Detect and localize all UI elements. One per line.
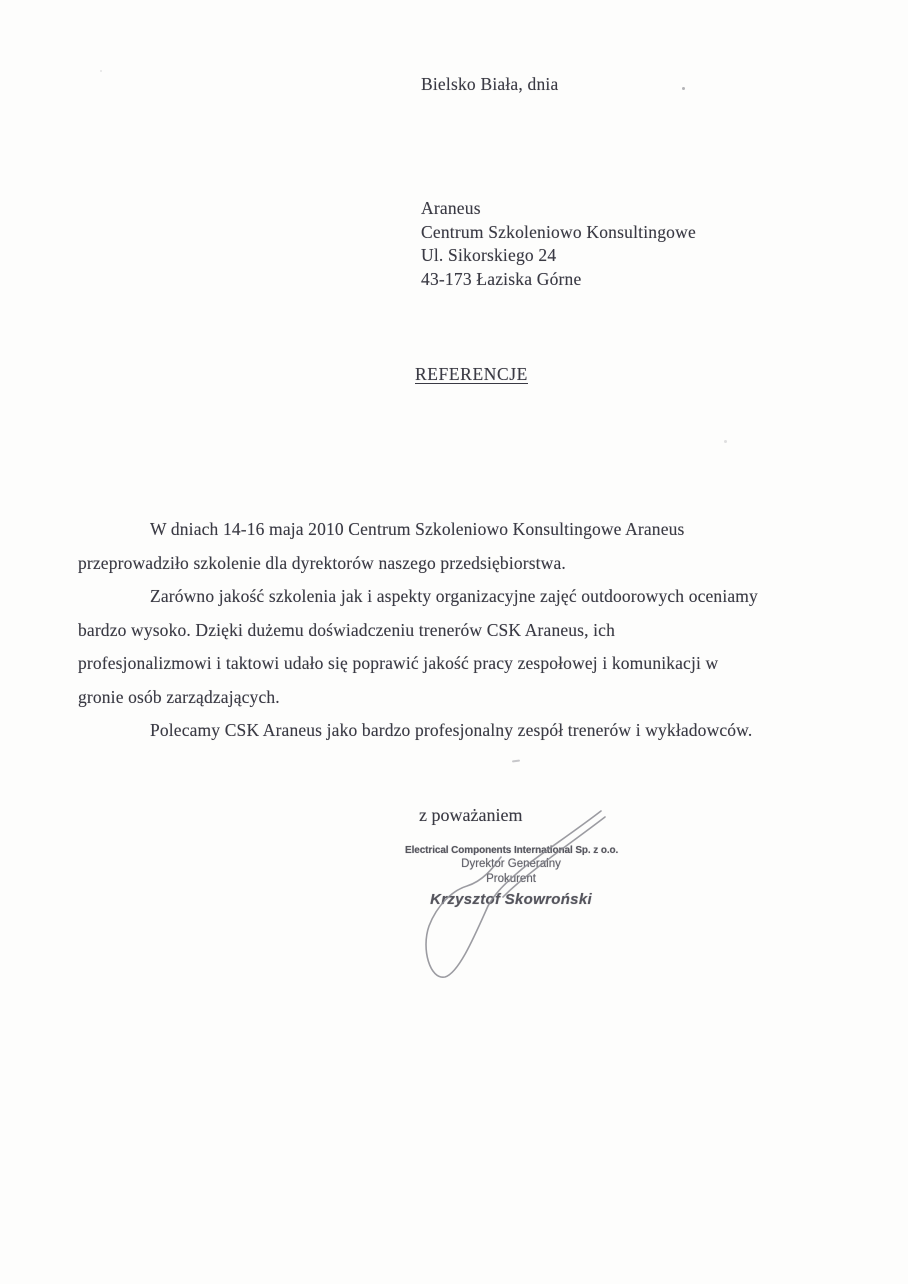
stamp-role-title: Dyrektor Generalny xyxy=(461,858,561,870)
recipient-line: Ul. Sikorskiego 24 xyxy=(421,245,557,265)
recipient-line: Araneus xyxy=(421,198,481,218)
body-line: bardzo wysoko. Dzięki dużemu doświadczeniu trenerów CSK Araneus, ich xyxy=(78,619,616,640)
stamp-role-title: Prokurent xyxy=(486,873,536,885)
recipient-line: Centrum Szkoleniowo Konsultingowe xyxy=(421,221,696,242)
body-line: W dniach 14-16 maja 2010 Centrum Szkoleniowo Konsultingowe Araneus xyxy=(150,519,685,539)
scan-speck xyxy=(512,759,520,762)
letter-body xyxy=(78,513,840,748)
body-line: gronie osób zarządzających. xyxy=(78,686,280,707)
body-line: profesjonalizmowi i taktowi udało się poprawić jakość pracy zespołowej i komunikacji w xyxy=(78,653,719,673)
company-stamp xyxy=(405,845,617,908)
body-line: przeprowadziło szkolenie dla dyrektorów naszego przedsiębiorstwa. xyxy=(78,552,566,573)
scan-speck xyxy=(100,70,102,72)
recipient-line: 43-173 Łaziska Górne xyxy=(421,268,582,289)
stamp-company-name: Electrical Components International Sp. z o.o. xyxy=(405,845,619,856)
scan-speck xyxy=(682,87,685,90)
body-line: Polecamy CSK Araneus jako bardzo profesjonalny zespół trenerów i wykładowców. xyxy=(150,720,753,740)
closing-salutation: z poważaniem xyxy=(419,805,523,825)
date-line: Bielsko Biała, dnia xyxy=(421,74,559,94)
document-title: REFERENCJE xyxy=(415,364,528,384)
body-line: Zarówno jakość szkolenia jak i aspekty organizacyjne zajęć outdoorowych oceniamy xyxy=(150,586,758,606)
stamp-signer-name: Krzysztof Skowroński xyxy=(430,891,592,908)
scan-speck xyxy=(724,440,727,443)
recipient-address-block xyxy=(421,197,696,291)
